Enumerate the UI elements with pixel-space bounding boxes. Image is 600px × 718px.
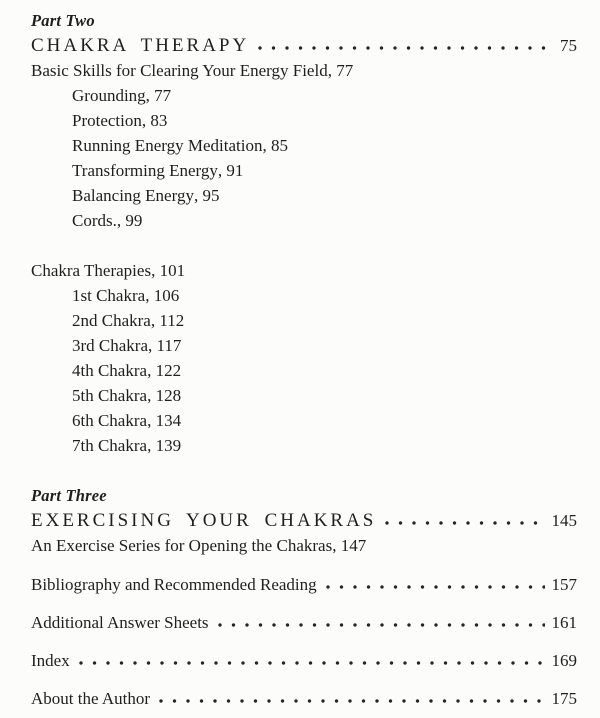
toc-entry xyxy=(31,358,577,383)
toc-entry xyxy=(31,158,577,183)
toc-entry-page: 145 xyxy=(551,511,577,530)
toc-entry-page: , 112 xyxy=(150,311,185,330)
toc-entry-page: 157 xyxy=(551,575,577,594)
table-of-contents xyxy=(31,8,577,711)
toc-entry-label: Index xyxy=(31,651,70,670)
toc-entry xyxy=(31,58,577,83)
toc-entry-label: 2nd Chakra xyxy=(72,311,151,330)
toc-entry xyxy=(31,308,577,333)
toc-entry-label: 4th Chakra xyxy=(72,361,148,380)
toc-entry-page: 169 xyxy=(551,651,577,670)
toc-entry-label: Bibliography and Recommended Reading xyxy=(31,575,317,594)
toc-entry xyxy=(31,572,577,597)
toc-entry-page: 75 xyxy=(560,36,577,55)
toc-entry-page: , 128 xyxy=(147,386,182,405)
toc-entry xyxy=(31,533,577,558)
dot-leader xyxy=(79,661,545,666)
toc-entry-label: Grounding xyxy=(72,86,146,105)
toc-entry-label: Additional Answer Sheets xyxy=(31,613,209,632)
toc-entry-page: , 77 xyxy=(327,61,354,80)
toc-entry-page: , 99 xyxy=(116,211,143,230)
toc-entry xyxy=(31,258,577,283)
toc-entry xyxy=(31,483,577,508)
toc-entry-page: , 101 xyxy=(151,261,186,280)
toc-entry xyxy=(31,610,577,635)
toc-entry-page: , 95 xyxy=(193,186,220,205)
toc-entry-page: 161 xyxy=(551,613,577,632)
toc-entry-page: , 83 xyxy=(141,111,168,130)
toc-entry xyxy=(31,383,577,408)
dot-leader xyxy=(218,623,545,628)
toc-entry-label: 6th Chakra xyxy=(72,411,148,430)
toc-entry-label: Running Energy Meditation xyxy=(72,136,263,155)
toc-entry-page: , 85 xyxy=(262,136,288,155)
toc-entry-page: , 139 xyxy=(147,436,182,455)
toc-entry-label: 1st Chakra xyxy=(72,286,146,305)
toc-entry xyxy=(31,333,577,358)
dot-leader xyxy=(258,46,553,51)
toc-entry-label: 3rd Chakra xyxy=(72,336,149,355)
toc-entry-page: , 122 xyxy=(147,361,182,380)
toc-entry xyxy=(31,208,577,233)
dot-leader xyxy=(159,699,545,704)
toc-entry xyxy=(31,8,577,33)
dot-leader xyxy=(385,521,544,526)
toc-entry xyxy=(31,183,577,208)
toc-entry-label: Protection xyxy=(72,111,142,130)
toc-entry-page: , 117 xyxy=(148,336,182,355)
toc-entry-label: CHAKRA THERAPY xyxy=(31,35,250,56)
toc-entry-label: Part Three xyxy=(31,486,107,505)
toc-entry-label: Basic Skills for Clearing Your Energy Field xyxy=(31,61,328,80)
toc-entry-label: Balancing Energy xyxy=(72,186,194,205)
toc-entry xyxy=(31,686,577,711)
toc-entry-label: EXERCISING YOUR CHAKRAS xyxy=(31,510,377,531)
toc-entry-page: , 91 xyxy=(217,161,244,180)
toc-entry-label: Transforming Energy xyxy=(72,161,218,180)
dot-leader xyxy=(326,585,545,590)
toc-entry xyxy=(31,283,577,308)
toc-entry xyxy=(31,33,577,58)
toc-entry xyxy=(31,508,577,533)
toc-entry xyxy=(31,83,577,108)
toc-entry-page: 175 xyxy=(551,689,577,708)
toc-entry-page: , 147 xyxy=(332,536,367,555)
toc-entry-page: , 77 xyxy=(145,86,172,105)
toc-entry-label: 5th Chakra xyxy=(72,386,148,405)
toc-entry-page: , 134 xyxy=(147,411,182,430)
toc-entry xyxy=(31,133,577,158)
toc-entry-page: , 106 xyxy=(145,286,180,305)
toc-entry-label: Chakra Therapies xyxy=(31,261,152,280)
toc-entry xyxy=(31,408,577,433)
toc-entry-label: Cords. xyxy=(72,211,117,230)
toc-entry xyxy=(31,433,577,458)
toc-entry xyxy=(31,648,577,673)
toc-entry-label: An Exercise Series for Opening the Chakras xyxy=(31,536,333,555)
toc-entry-label: Part Two xyxy=(31,11,95,30)
toc-entry-label: 7th Chakra xyxy=(72,436,148,455)
toc-entry-label: About the Author xyxy=(31,689,150,708)
toc-entry xyxy=(31,108,577,133)
